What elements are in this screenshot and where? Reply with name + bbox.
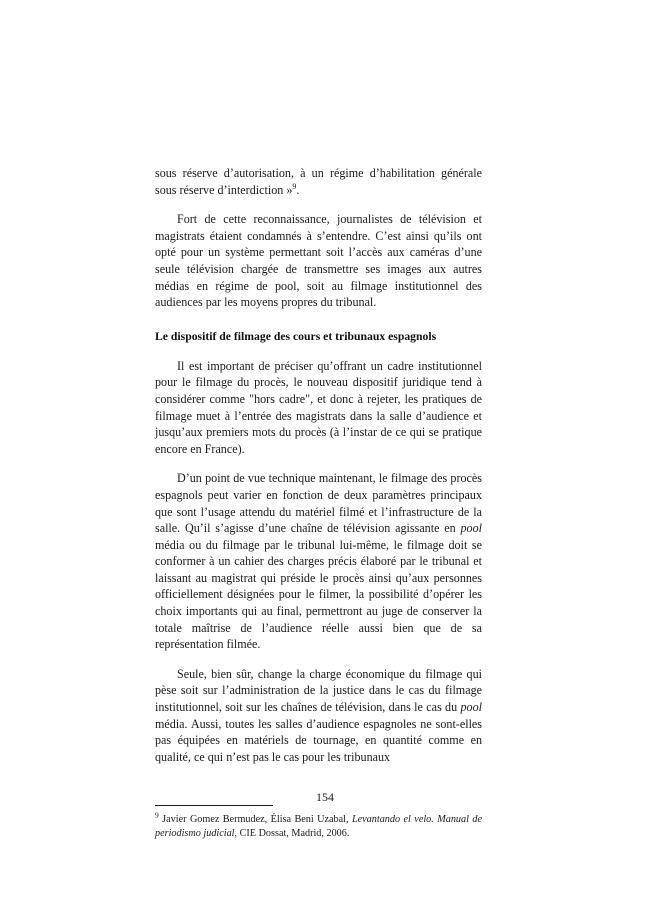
paragraph-3: Il est important de préciser qu’offrant un cadre institutionnel pour le filmage du procès, le nouveau dispositif juridique tend à considérer comme "hors cadre", et donc à rejeter, les pratiques de filmage muet à l’entrée des magistrats dans la salle d’audience et jusqu’aux premiers mots du procès (à l’instar de ce qui se pratique encore en France). bbox=[155, 358, 482, 456]
paragraph-4 bbox=[155, 470, 482, 653]
footnote-9 bbox=[155, 813, 482, 841]
footnote-text-a: Javier Gomez Bermudez, Élisa Beni Uzabal, bbox=[158, 814, 352, 826]
paragraph-2: Fort de cette reconnaissance, journalistes de télévision et magistrats étaient condamnés à s’entendre. C’est ainsi qu’ils ont opté pour un système permettant soit l’accès aux caméras d’une seule télévision chargée de transmettre ses images aux autres médias en régime de pool, soit au filmage institutionnel des audiences par les moyens propres du tribunal. bbox=[155, 212, 482, 310]
footnote-separator bbox=[155, 805, 273, 806]
footnote-area bbox=[155, 805, 482, 841]
section-heading: Le dispositif de filmage des cours et tribunaux espagnols bbox=[155, 329, 437, 343]
page-body bbox=[155, 165, 482, 841]
paragraph-1-text: sous réserve d’autorisation, à un régime d’habilitation générale sous réserve d’interdiction » bbox=[155, 166, 482, 197]
footnote-number: 9 bbox=[155, 811, 159, 821]
paragraph-5-italic-pool: pool bbox=[460, 700, 482, 715]
paragraph-4-italic-pool: pool bbox=[460, 521, 482, 536]
paragraph-1 bbox=[155, 165, 482, 198]
paragraph-1-tail: . bbox=[296, 182, 300, 197]
footnote-marker-9: 9 bbox=[292, 181, 297, 191]
paragraph-4-text-b: média ou du filmage par le tribunal lui-même, le filmage doit se conformer à un cahier des charges précis élaboré par le tribunal et laissant au magistrat qui préside le procès ainsi qu’aux personnes officiellement désignées pour le filmer, la possibilité d’opérer les choix importants qui au final, permettront au juge de conserver la totale maîtrise de l’audience réelle aussi bien que de sa représentation filmée. bbox=[155, 537, 482, 652]
page-number: 154 bbox=[316, 790, 334, 804]
paragraph-5 bbox=[155, 666, 482, 766]
footnote-title: Levantando el velo. Manual de periodismo judicial bbox=[155, 814, 482, 840]
paragraph-5-text-a: Seule, bien sûr, change la charge économique du filmage qui pèse soit sur l’administration de la justice dans le cas du filmage institutionnel, soit sur les chaînes de télévision, dans le cas du bbox=[155, 666, 482, 715]
paragraph-4-text-a: D’un point de vue technique maintenant, le filmage des procès espagnols peut varier en fonction de deux paramètres principaux que sont l’usage attendu du matériel filmé et l’infrastructure de la salle. Qu’il s’agisse d’une chaîne de télévision agissante en bbox=[155, 471, 482, 536]
paragraph-5-text-b: média. Aussi, toutes les salles d’audience espagnoles ne sont-elles pas équipées en matériels de tournage, en quantité comme en qualité, ce qui n’est pas le cas pour les tribunaux bbox=[155, 716, 482, 764]
footnote-text-b: , CIE Dossat, Madrid, 2006. bbox=[234, 828, 350, 840]
